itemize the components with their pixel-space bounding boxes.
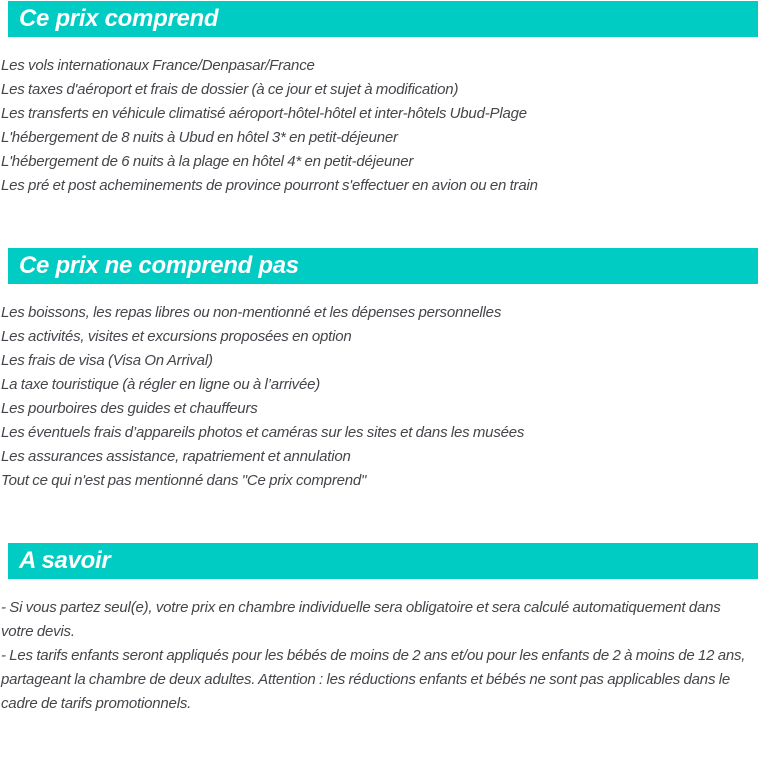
section-price-not-included: [0, 248, 758, 493]
section-title-good-to-know: A savoir: [19, 547, 111, 574]
list-item: L'hébergement de 6 nuits à la plage en hôtel 4* en petit-déjeuner: [1, 153, 414, 170]
list-item: L'hébergement de 8 nuits à Ubud en hôtel 3* en petit-déjeuner: [1, 129, 398, 146]
section-header-price-not-included: [8, 248, 758, 284]
list-item: Les transferts en véhicule climatisé aéroport-hôtel-hôtel et inter-hôtels Ubud-Plage: [1, 105, 527, 122]
section-title-price-included: Ce prix comprend: [19, 5, 219, 32]
list-item: Les pourboires des guides et chauffeurs: [1, 400, 258, 417]
paragraph: - Si vous partez seul(e), votre prix en chambre individuelle sera obligatoire et sera calculé automatiquement dans votre devis.: [1, 599, 721, 640]
list-item: Les éventuels frais d’appareils photos et caméras sur les sites et dans les musées: [1, 424, 525, 441]
list-item: Tout ce qui n'est pas mentionné dans "Ce prix comprend": [1, 472, 367, 489]
section-header-good-to-know: [8, 543, 758, 579]
list-item: Les vols internationaux France/Denpasar/France: [1, 57, 315, 74]
list-item: Les boissons, les repas libres ou non-mentionné et les dépenses personnelles: [1, 304, 502, 321]
list-item: Les assurances assistance, rapatriement et annulation: [1, 448, 351, 465]
section-list-price-included: [0, 54, 758, 198]
list-item: Les taxes d'aéroport et frais de dossier (à ce jour et sujet à modification): [1, 81, 459, 98]
section-good-to-know: [0, 543, 758, 716]
section-list-price-not-included: [0, 301, 758, 493]
paragraph: - Les tarifs enfants seront appliqués pour les bébés de moins de 2 ans et/ou pour les enfants de 2 à moins de 12 ans, partageant la chambre de deux adultes. Attention : les réductions enfants et bébés ne sont pas applicables dans le cadre de tarifs promotionnels.: [1, 647, 746, 712]
list-item: La taxe touristique (à régler en ligne ou à l’arrivée): [1, 376, 321, 393]
list-item: Les activités, visites et excursions proposées en option: [1, 328, 352, 345]
section-price-included: [0, 1, 758, 198]
list-item: Les frais de visa (Visa On Arrival): [1, 352, 213, 369]
section-header-price-included: [8, 1, 758, 37]
section-paragraphs-good-to-know: [0, 596, 758, 716]
list-item: Les pré et post acheminements de province pourront s'effectuer en avion ou en train: [1, 177, 538, 194]
section-title-price-not-included: Ce prix ne comprend pas: [19, 252, 299, 279]
